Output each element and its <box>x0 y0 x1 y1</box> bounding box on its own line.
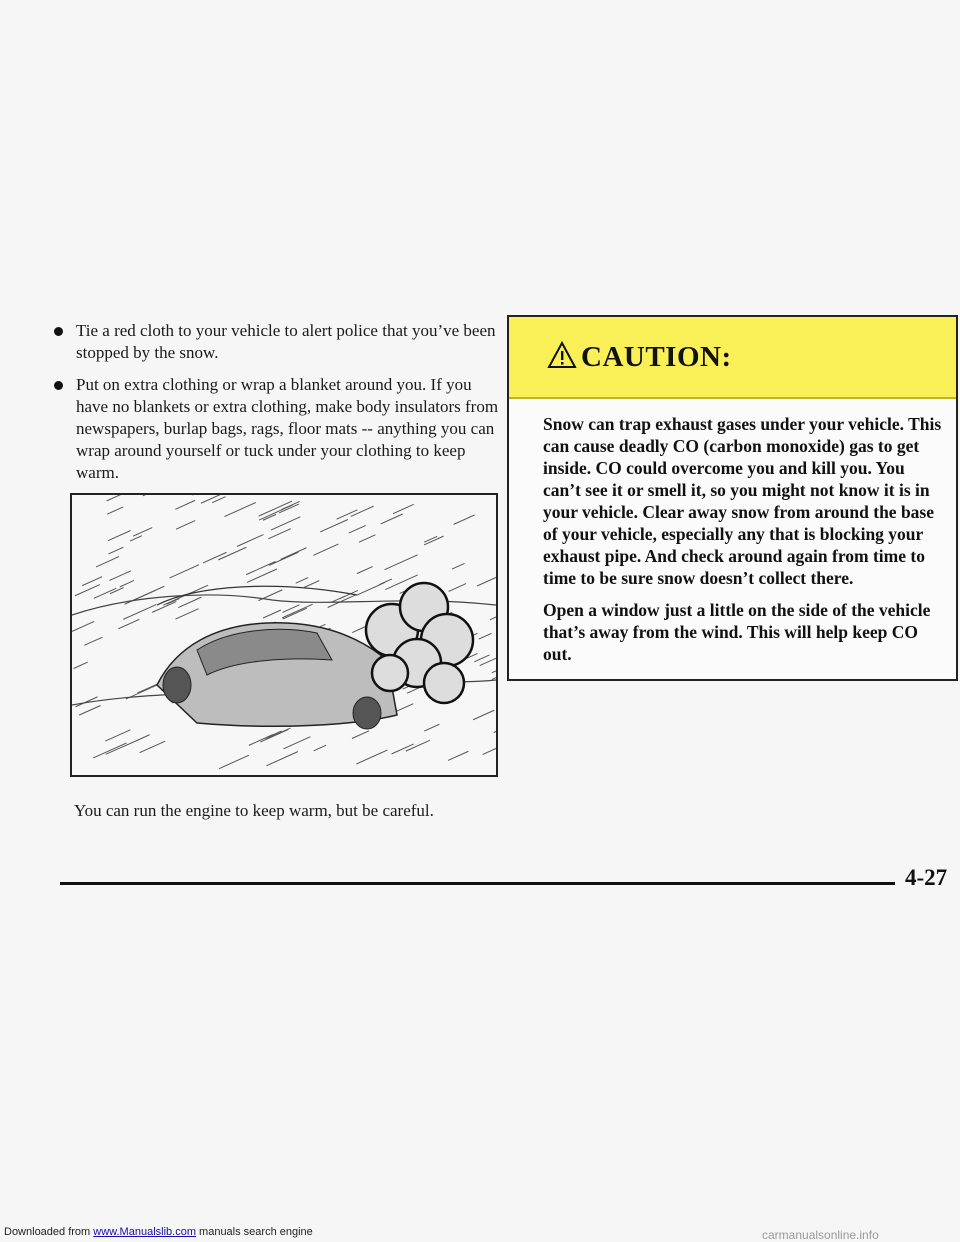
caution-paragraph: Open a window just a little on the side of the vehicle that’s away from the wind. This will help keep CO out. <box>543 600 931 664</box>
download-footer <box>4 1226 313 1238</box>
bullet-list <box>54 320 504 494</box>
caution-header <box>509 317 956 399</box>
caution-title: CAUTION: <box>581 341 732 373</box>
snowbound-car-icon <box>72 495 496 775</box>
list-item <box>54 374 504 484</box>
bullet-icon <box>54 381 63 390</box>
manualslib-link[interactable]: www.Manualslib.com <box>93 1226 196 1238</box>
footer-prefix: Downloaded from <box>4 1226 94 1238</box>
page-number: 4-27 <box>905 865 948 890</box>
caution-body <box>543 413 943 675</box>
footer-suffix: manuals search engine <box>195 1226 313 1238</box>
page-rule <box>60 882 895 885</box>
run-engine-text: You can run the engine to keep warm, but be careful. <box>74 801 434 820</box>
warning-triangle-icon <box>547 341 577 369</box>
watermark-text: carmanualsonline.info <box>762 1228 879 1242</box>
snowbound-car-illustration <box>70 493 498 777</box>
caution-paragraph: Snow can trap exhaust gases under your vehicle. This can cause deadly CO (carbon monoxide) gas to get inside. CO could overcome you and kill you. You can’t see it or smell it, so you might not know it is in your vehicle. Clear away snow from around the base of your vehicle, especially any that is blocking your exhaust pipe. And check around again from time to time to be sure snow doesn’t collect there. <box>543 414 942 588</box>
caution-box <box>507 315 958 681</box>
bullet-text: Tie a red cloth to your vehicle to alert police that you’ve been stopped by the snow. <box>76 321 496 362</box>
list-item <box>54 320 504 364</box>
bullet-text: Put on extra clothing or wrap a blanket around you. If you have no blankets or extra clothing, make body insulators from newspapers, burlap bags, rags, floor mats -- anything you can wrap around yourself or tuck under your clothing to keep warm. <box>76 375 499 482</box>
bullet-icon <box>54 327 63 336</box>
